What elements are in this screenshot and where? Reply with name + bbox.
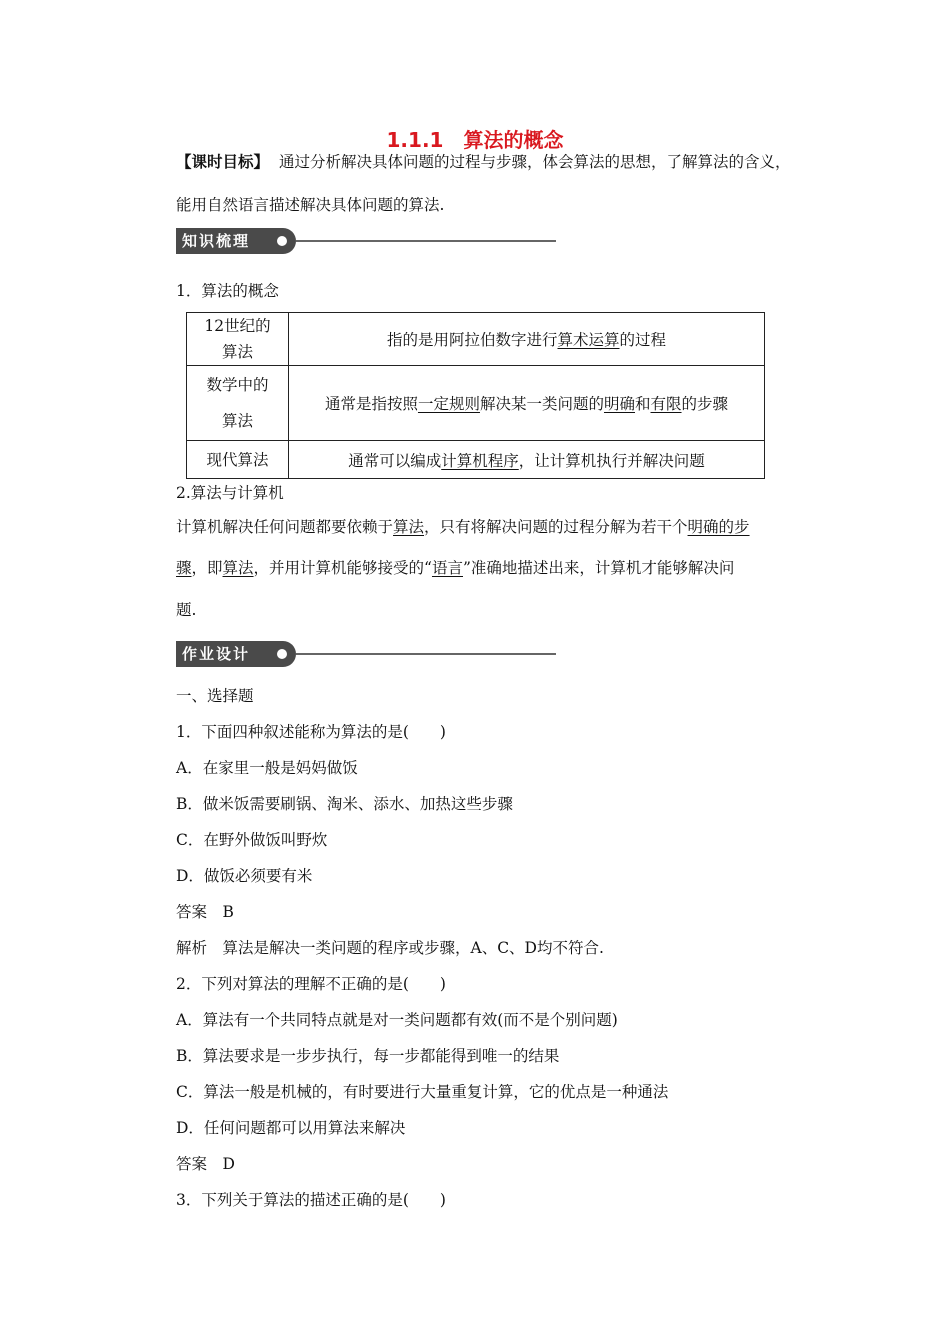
section-homework-label: 作业设计 — [182, 645, 251, 663]
table-cell-term: 现代算法 — [187, 441, 289, 479]
page-title: 1.1.1 算法的概念 — [386, 128, 564, 152]
q2-option-c: C．算法一般是机械的，有时要进行大量重复计算，它的优点是一种通法 — [176, 1083, 669, 1101]
computer-paragraph-line-1: 计算机解决任何问题都要依赖于算法，只有将解决问题的过程分解为若干个明确的步 — [176, 518, 750, 536]
table-cell-desc: 通常可以编成计算机程序，让计算机执行并解决问题 — [289, 441, 765, 479]
q2-option-a: A．算法有一个共同特点就是对一类问题都有效(而不是个别问题) — [176, 1011, 618, 1029]
q2-stem: 2．下列对算法的理解不正确的是( ) — [176, 975, 446, 993]
bullet-dot-icon — [277, 236, 287, 246]
q1-stem: 1．下面四种叙述能称为算法的是( ) — [176, 723, 446, 741]
table-cell-term: 数学中的 算法 — [187, 366, 289, 441]
objective-text-1: 通过分析解决具体问题的过程与步骤，体会算法的思想，了解算法的含义， — [279, 153, 791, 171]
q1-analysis: 解析 算法是解决一类问题的程序或步骤，A、C、D均不符合. — [176, 939, 604, 957]
section-divider — [296, 653, 556, 655]
q2-option-b: B．算法要求是一步步执行，每一步都能得到唯一的结果 — [176, 1047, 560, 1065]
table-cell-desc: 通常是指按照一定规则解决某一类问题的明确和有限的步骤 — [289, 366, 765, 441]
section-knowledge-label: 知识梳理 — [182, 232, 251, 250]
concept-heading: 1．算法的概念 — [176, 282, 279, 300]
concept-table — [186, 312, 765, 479]
section-divider — [296, 240, 556, 242]
table-cell-desc: 指的是用阿拉伯数字进行算术运算的过程 — [289, 313, 765, 366]
objective-text-2: 能用自然语言描述解决具体问题的算法. — [176, 196, 445, 214]
bullet-dot-icon — [277, 649, 287, 659]
q1-option-d: D．做饭必须要有米 — [176, 867, 313, 885]
table-row — [187, 313, 765, 366]
table-cell-term: 12世纪的 算法 — [187, 313, 289, 366]
computer-heading: 2.算法与计算机 — [176, 484, 284, 502]
q1-option-c: C．在野外做饭叫野炊 — [176, 831, 328, 849]
exercises-heading: 一、选择题 — [176, 687, 254, 705]
objective-label: 【课时目标】 — [176, 153, 270, 171]
computer-paragraph-line-2: 骤，即算法，并用计算机能够接受的“语言”准确地描述出来，计算机才能够解决问 — [176, 559, 735, 577]
q1-option-b: B．做米饭需要刷锅、淘米、添水、加热这些步骤 — [176, 795, 513, 813]
table-row — [187, 441, 765, 479]
q2-option-d: D．任何问题都可以用算法来解决 — [176, 1119, 406, 1137]
q2-answer: 答案 D — [176, 1155, 235, 1173]
computer-paragraph-line-3: 题. — [176, 601, 197, 619]
q3-stem: 3．下列关于算法的描述正确的是( ) — [176, 1191, 446, 1209]
table-row — [187, 366, 765, 441]
q1-answer: 答案 B — [176, 903, 234, 921]
q1-option-a: A．在家里一般是妈妈做饭 — [176, 759, 358, 777]
objective-line-1 — [176, 150, 791, 172]
